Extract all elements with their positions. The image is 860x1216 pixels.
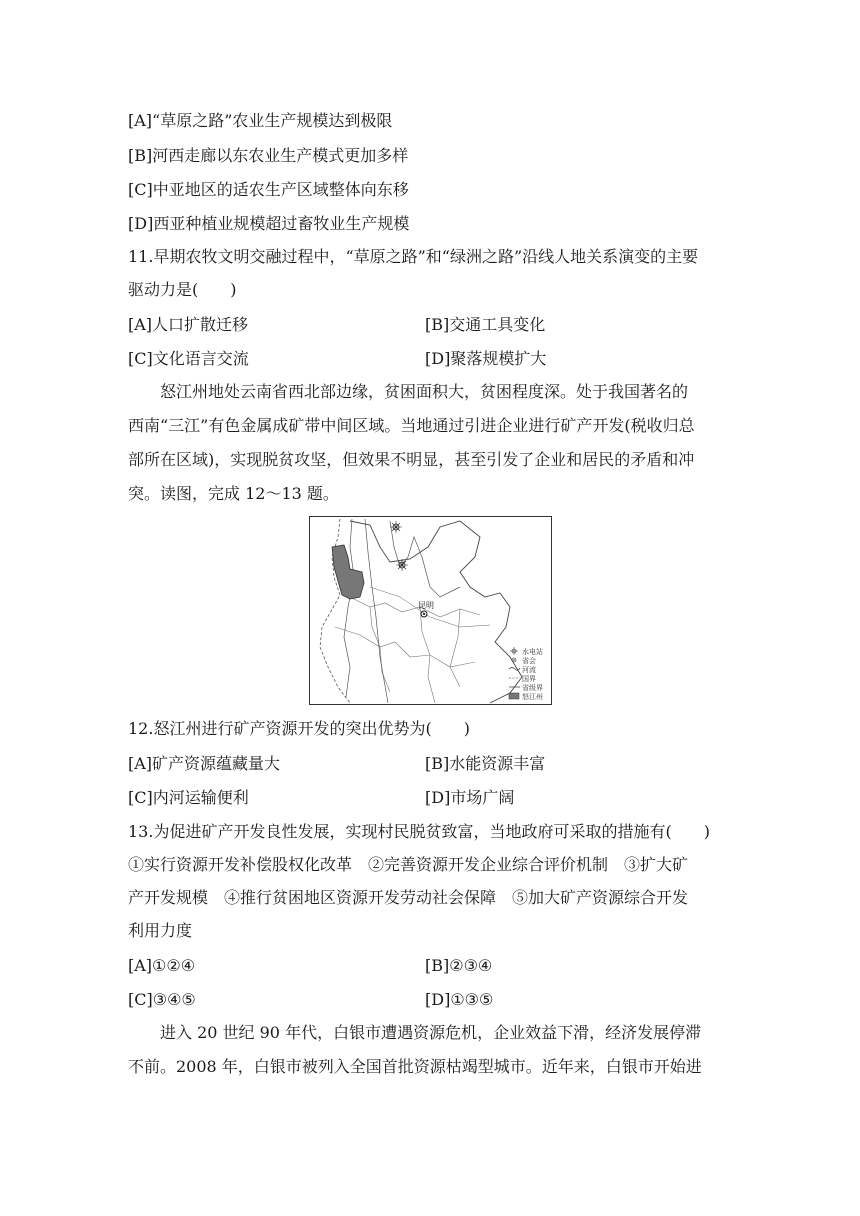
q10-option-d: [D]西亚种植业规模超过畜牧业生产规模 (128, 214, 410, 233)
q11-option-a: [A]人口扩散迁移 (128, 315, 249, 334)
q13-option-d: [D]①③⑤ (425, 990, 494, 1009)
q10-option-c: [C]中亚地区的适农生产区域整体向东移 (128, 180, 409, 199)
q12-option-b: [B]水能资源丰富 (425, 754, 546, 773)
q13-option-b: [B]②③④ (425, 956, 493, 975)
q11-option-c: [C]文化语言交流 (128, 349, 249, 368)
q12-option-d: [D]市场广阔 (425, 788, 515, 807)
map-legend (509, 647, 543, 701)
legend-nujiang-swatch (509, 693, 519, 699)
q12-option-a: [A]矿产资源蕴藏量大 (128, 754, 281, 773)
legend-label-capital: 省会 (522, 657, 536, 665)
q10-option-b: [B]河西走廊以东农业生产模式更加多样 (128, 146, 409, 165)
river-lancang (365, 519, 388, 703)
q10-option-a: [A]“草原之路”农业生产规模达到极限 (128, 111, 393, 130)
province-border (350, 521, 522, 703)
q13-line4: 利用力度 (128, 921, 193, 940)
passage2-line1: 进入 20 世纪 90 年代，白银市遭遇资源危机，企业效益下滑，经济发展停滞 (160, 1023, 702, 1042)
q13-option-a: [A]①②④ (128, 956, 196, 975)
nujiang-map (309, 516, 552, 705)
river-jinsha (390, 521, 460, 597)
city-label-kunming: 昆明 (418, 601, 434, 610)
q13-stem: 13.为促进矿产开发良性发展，实现村民脱贫致富，当地政府可采取的措施有( ) (128, 822, 710, 841)
q11-stem-line2: 驱动力是( ) (128, 280, 237, 299)
passage1-line3: 部所在区域)，实现脱贫攻坚，但效果不明显，甚至引发了企业和居民的矛盾和冲 (128, 450, 695, 469)
q12-option-c: [C]内河运输便利 (128, 788, 249, 807)
q11-option-b: [B]交通工具变化 (425, 315, 546, 334)
river-nujiang (344, 519, 354, 697)
passage1-line2: 西南“三江”有色金属成矿带中间区域。当地通过引进企业进行矿产开发(税收归总 (128, 416, 695, 435)
map-svg (310, 517, 551, 704)
legend-label-national-border: 国界 (522, 675, 536, 683)
q13-option-c: [C]③④⑤ (128, 990, 196, 1009)
legend-label-nujiang: 怒江州 (522, 693, 543, 701)
q13-line2: ①实行资源开发补偿股权化改革 ②完善资源开发企业综合评价机制 ③扩大矿 (128, 855, 689, 874)
legend-label-hydropower: 水电站 (522, 648, 543, 656)
passage1-line4: 突。读图，完成 12～13 题。 (128, 484, 339, 503)
q11-option-d: [D]聚落规模扩大 (425, 349, 547, 368)
q11-stem-line1: 11.早期农牧文明交融过程中，“草原之路”和“绿洲之路”沿线人地关系演变的主要 (128, 247, 699, 266)
legend-label-river: 河流 (522, 666, 536, 674)
legend-label-province-border: 省级界 (522, 684, 543, 692)
legend-river-icon (509, 668, 520, 671)
passage2-line2: 不前。2008 年，白银市被列入全国首批资源枯竭型城市。近年来，白银市开始进 (128, 1057, 702, 1076)
q12-stem: 12.怒江州进行矿产资源开发的突出优势为( ) (128, 719, 470, 738)
legend-hydropower-icon (510, 647, 518, 655)
passage1-line1: 怒江州地处云南省西北部边缘，贫困面积大，贫困程度深。处于我国著名的 (160, 382, 689, 401)
nujiang-prefecture (332, 545, 364, 599)
q13-line3: 产开发规模 ④推行贫困地区资源开发劳动社会保障 ⑤加大矿产资源综合开发 (128, 888, 689, 907)
